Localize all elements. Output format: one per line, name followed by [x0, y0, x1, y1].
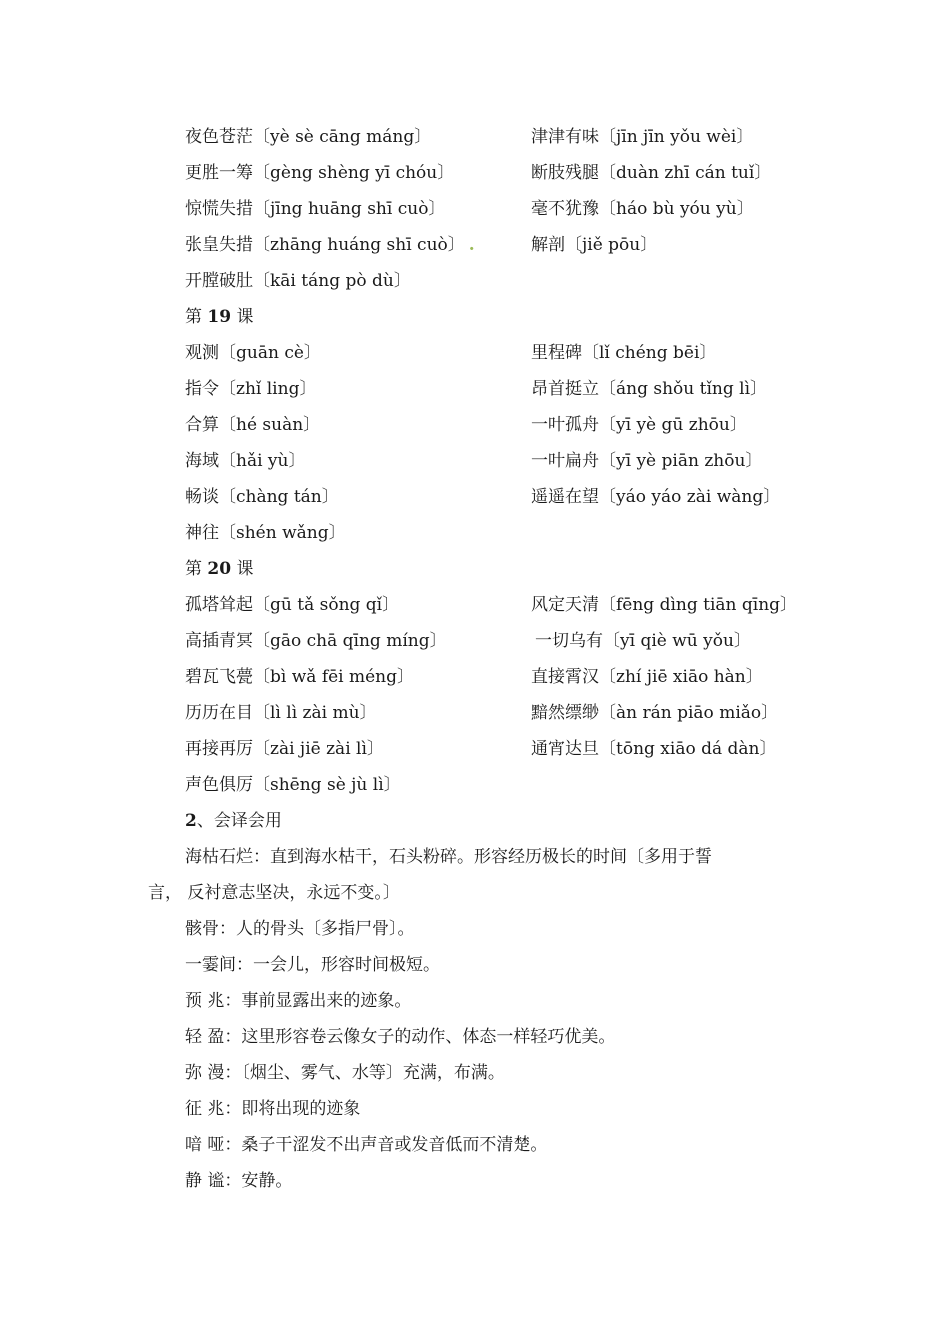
- vocab-term: 断肢残腿〔duàn zhī cán tuǐ〕: [531, 163, 772, 183]
- lesson-19-heading: [185, 305, 253, 329]
- vocab-term: 孤塔耸起〔gū tǎ sǒng qǐ〕: [185, 595, 400, 615]
- lesson-number: 19: [207, 307, 232, 327]
- vocab-term: 里程碑〔lǐ chéng bēi〕: [531, 343, 717, 363]
- vocab-term: 合算〔hé suàn〕: [185, 415, 321, 435]
- vocab-term: 一叶扁舟〔yī yè piān zhōu〕: [531, 451, 763, 471]
- vocab-term: 夜色苍茫〔yè sè cāng máng〕: [185, 127, 432, 147]
- definition-line: 海枯石烂：直到海水枯干，石头粉碎。形容经历极长的时间〔多用于誓: [185, 847, 712, 867]
- vocab-term: 遥遥在望〔yáo yáo zài wàng〕: [531, 487, 781, 507]
- definition-line: 一霎间：一会儿，形容时间极短。: [185, 955, 440, 975]
- vocab-term: 直接霄汉〔zhí jiē xiāo hàn〕: [531, 667, 763, 687]
- lesson-20-heading: [185, 557, 253, 581]
- lesson-heading-prefix: 第: [185, 307, 202, 327]
- lesson-heading-suffix: 课: [236, 307, 254, 327]
- vocab-term: 再接再厉〔zài jiē zài lì〕: [185, 739, 384, 759]
- section-2-heading: [185, 809, 282, 833]
- definition-line: 喑 哑：桑子干涩发不出声音或发音低而不清楚。: [185, 1135, 548, 1155]
- definition-line: 骸骨：人的骨头〔多指尸骨〕。: [185, 919, 415, 939]
- vocab-term: 张皇失措〔zhāng huáng shī cuò〕: [185, 235, 465, 255]
- vocab-term: 历历在目〔lì lì zài mù〕: [185, 703, 377, 723]
- definition-line: 预 兆：事前显露出来的迹象。: [185, 991, 412, 1011]
- section-title: 、会译会用: [196, 811, 282, 831]
- highlight-dot: .: [468, 235, 475, 255]
- vocab-term: 观测〔guān cè〕: [185, 343, 321, 363]
- vocab-term: 高插青冥〔gāo chā qīng míng〕: [185, 631, 447, 651]
- lesson-number: 20: [207, 559, 232, 579]
- definition-line: 静 谧：安静。: [185, 1171, 293, 1191]
- vocab-term: 一叶孤舟〔yī yè gū zhōu〕: [531, 415, 747, 435]
- definition-line: 言， 反衬意志坚决，永远不变。〕: [148, 883, 400, 903]
- vocab-term: 风定天清〔fēng dìng tiān qīng〕: [531, 595, 798, 615]
- vocab-term: 一切乌有〔yī qiè wū yǒu〕: [535, 631, 751, 651]
- vocab-term-with-mark: [185, 233, 475, 257]
- vocab-term: 通宵达旦〔tōng xiāo dá dàn〕: [531, 739, 777, 759]
- vocab-term: 神往〔shén wǎng〕: [185, 523, 346, 543]
- vocab-term: 惊慌失措〔jīng huāng shī cuò〕: [185, 199, 446, 219]
- vocab-term: 指令〔zhǐ ling〕: [185, 379, 317, 399]
- vocab-term: 津津有味〔jīn jīn yǒu wèi〕: [531, 127, 754, 147]
- lesson-heading-prefix: 第: [185, 559, 202, 579]
- vocab-term: 声色俱厉〔shēng sè jù lì〕: [185, 775, 401, 795]
- section-number: 2: [185, 811, 197, 831]
- lesson-heading-suffix: 课: [236, 559, 254, 579]
- vocab-term: 黯然缥缈〔àn rán piāo miǎo〕: [531, 703, 779, 723]
- vocab-term: 昂首挺立〔áng shǒu tǐng lì〕: [531, 379, 768, 399]
- definition-line: 征 兆：即将出现的迹象: [185, 1099, 361, 1119]
- vocab-term: 畅谈〔chàng tán〕: [185, 487, 339, 507]
- vocab-term: 更胜一筹〔gèng shèng yī chóu〕: [185, 163, 455, 183]
- vocab-term: 毫不犹豫〔háo bù yóu yù〕: [531, 199, 754, 219]
- definition-line: 弥 漫：〔烟尘、雾气、水等〕充满，布满。: [185, 1063, 505, 1083]
- definition-line: 轻 盈：这里形容卷云像女子的动作、体态一样轻巧优美。: [185, 1027, 616, 1047]
- vocab-term: 开膛破肚〔kāi táng pò dù〕: [185, 271, 411, 291]
- vocab-term: 碧瓦飞甍〔bì wǎ fēi méng〕: [185, 667, 415, 687]
- vocab-term: 解剖〔jiě pōu〕: [531, 235, 658, 255]
- vocab-term: 海域〔hǎi yù〕: [185, 451, 306, 471]
